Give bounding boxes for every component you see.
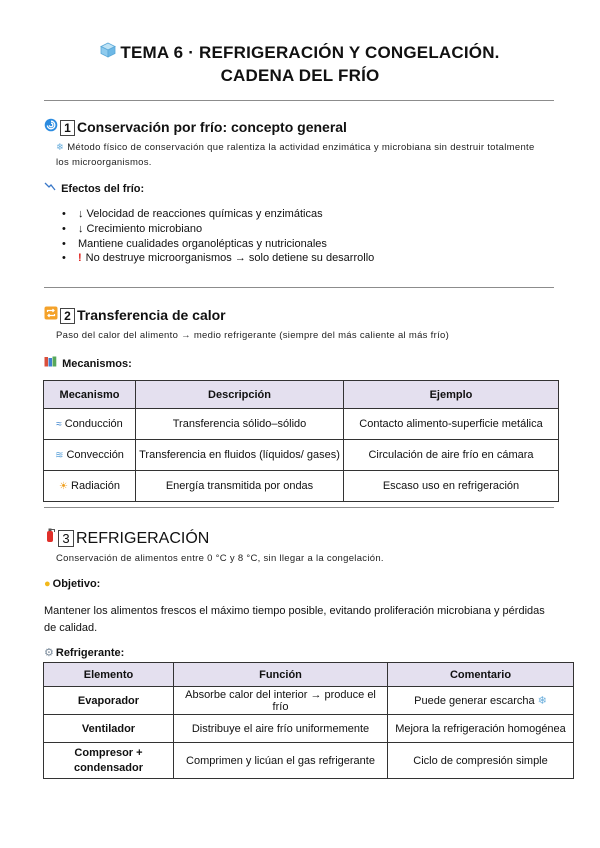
objective-text: Mantener los alimentos frescos el máximo tiempo posible, evitando proliferación microbiana y pérdidas de calidad. — [44, 605, 545, 634]
section-2-heading — [44, 306, 226, 324]
table-cell — [44, 440, 136, 471]
refrigerant-title: Refrigerante: — [55, 647, 125, 659]
title-line-1: TEMA 6 · REFRIGERACIÓN Y CONGELACIÓN. — [120, 43, 500, 62]
mechanisms-title: Mecanismos: — [62, 358, 132, 370]
ice-cube-icon — [100, 42, 116, 63]
table-cell: Circulación de aire frío en cámara — [344, 440, 559, 471]
effects-list — [44, 207, 374, 266]
list-item — [62, 251, 374, 266]
repeat-arrows-icon — [44, 306, 58, 323]
column-header: Descripción — [136, 381, 344, 409]
column-header: Elemento — [44, 663, 174, 687]
effects-heading — [44, 181, 144, 195]
table-cell: Mejora la refrigeración homogénea — [388, 715, 574, 743]
divider — [44, 100, 554, 101]
table-cell — [44, 471, 136, 502]
section-1-heading — [44, 118, 347, 136]
table-cell — [388, 687, 574, 715]
table-cell: Transferencia sólido–sólido — [136, 409, 344, 440]
table-cell: Comprimen y licúan el gas refrigerante — [174, 743, 388, 779]
table-header-row — [44, 663, 574, 687]
wave-icon: ≈ — [56, 419, 62, 430]
column-header: Ejemplo — [344, 381, 559, 409]
refrigerant-table — [43, 662, 574, 779]
section-2-note: Paso del calor del alimento → medio refrigerante (siempre del más caliente al más frío) — [56, 330, 450, 341]
section-title: REFRIGERACIÓN — [76, 530, 210, 547]
list-item: • Mantiene cualidades organolépticas y nutricionales — [62, 237, 374, 252]
list-item-text: No destruye microorganismos → solo detiene su desarrollo — [85, 252, 375, 265]
chart-down-icon — [44, 183, 59, 195]
table-cell: Distribuye el aire frío uniformemente — [174, 715, 388, 743]
divider — [44, 287, 554, 288]
table-cell: Ventilador — [44, 715, 174, 743]
document-subtitle: CADENA DEL FRÍO — [220, 66, 380, 85]
exclamation-icon: ! — [78, 252, 82, 265]
table-cell: Compresor + condensador — [44, 743, 174, 779]
note-text: Método físico de conservación que ralentiza la actividad enzimática y microbiana sin destruir totalmente los microorganismos. — [56, 142, 535, 168]
table-cell: Absorbe calor del interior → produce el frío — [174, 687, 388, 715]
cell-text: Puede generar escarcha — [414, 695, 535, 707]
objective-heading — [44, 578, 100, 590]
cyclone-icon — [44, 118, 58, 135]
wind-icon: ≋ — [55, 450, 64, 461]
section-title: Conservación por frío: concepto general — [77, 119, 347, 135]
mechanisms-table — [43, 380, 559, 502]
document-title — [0, 42, 600, 63]
sun-icon: ☀ — [59, 481, 69, 492]
section-number: 2 — [60, 308, 75, 324]
list-item: • ↓ Crecimiento microbiano — [62, 222, 374, 237]
mechanisms-heading — [44, 356, 132, 370]
fire-extinguisher-icon — [44, 527, 56, 546]
table-cell: Transferencia en fluidos (líquidos/ gases) — [136, 440, 344, 471]
cell-text: Convección — [66, 449, 124, 461]
books-icon — [44, 358, 60, 370]
section-number: 1 — [60, 120, 75, 136]
table-row — [44, 409, 559, 440]
snowflake-icon: ❄ — [56, 142, 65, 153]
section-3-heading — [44, 527, 209, 548]
table-cell: Contacto alimento-superficie metálica — [344, 409, 559, 440]
table-row — [44, 687, 574, 715]
objective-title: Objetivo: — [52, 578, 101, 590]
table-row — [44, 440, 559, 471]
list-item: • ↓ Velocidad de reacciones químicas y enzimáticas — [62, 207, 374, 222]
cell-text: Conducción — [64, 418, 123, 430]
table-row — [44, 743, 574, 779]
divider — [44, 507, 554, 508]
lightbulb-icon: ● — [44, 578, 51, 590]
table-cell: Energía transmitida por ondas — [136, 471, 344, 502]
table-header-row — [44, 381, 559, 409]
table-cell — [44, 409, 136, 440]
refrigerant-heading — [44, 646, 124, 659]
column-header: Comentario — [388, 663, 574, 687]
section-3-note: Conservación de alimentos entre 0 °C y 8 °C, sin llegar a la congelación. — [56, 553, 384, 564]
column-header: Función — [174, 663, 388, 687]
table-cell: Ciclo de compresión simple — [388, 743, 574, 779]
table-row — [44, 715, 574, 743]
section-number: 3 — [58, 530, 74, 547]
snowflake-icon: ❄ — [537, 695, 547, 707]
table-row — [44, 471, 559, 502]
column-header: Mecanismo — [44, 381, 136, 409]
effects-title: Efectos del frío: — [61, 183, 145, 195]
table-cell: Escaso uso en refrigeración — [344, 471, 559, 502]
gear-icon: ⚙ — [44, 647, 54, 659]
section-title: Transferencia de calor — [77, 307, 226, 323]
section-1-note — [56, 141, 536, 170]
table-cell: Evaporador — [44, 687, 174, 715]
cell-text: Radiación — [71, 480, 120, 492]
